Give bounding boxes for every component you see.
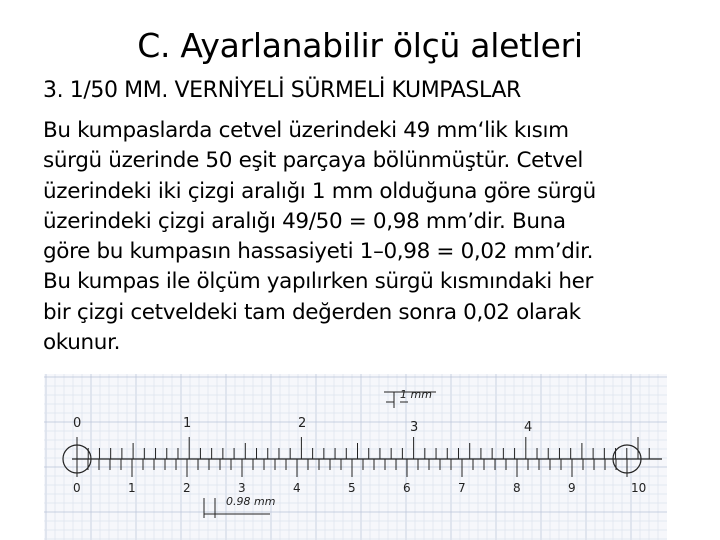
vernier-label: 8 — [513, 481, 521, 495]
body-line: sürgü üzerinde 50 eşit parçaya bölünmüştür. Cetvel — [43, 148, 583, 174]
vernier-label: 3 — [238, 481, 246, 495]
main-label-1: 1 — [183, 416, 192, 431]
vernier-label: 0 — [73, 481, 81, 495]
vernier-label: 4 — [293, 481, 301, 495]
body-paragraph — [43, 116, 693, 358]
top-annotation: 1 mm — [400, 388, 432, 401]
vernier-scale-figure — [44, 374, 667, 540]
ruler-group — [63, 388, 662, 518]
main-label-3: 3 — [410, 420, 419, 435]
body-line: üzerindeki iki çizgi aralığı 1 mm olduğuna göre sürgü — [43, 178, 596, 204]
body-line: okunur. — [43, 330, 121, 356]
main-label-4: 4 — [524, 420, 533, 435]
bottom-annotation: 0.98 mm — [226, 495, 276, 508]
vernier-label: 9 — [568, 481, 576, 495]
body-line: üzerindeki çizgi aralığı 49/50 = 0,98 mm’dir. Buna — [43, 208, 566, 234]
vernier-scale-drawing — [44, 374, 667, 540]
vernier-label: 6 — [403, 481, 411, 495]
vernier-scale-ticks — [77, 459, 627, 477]
body-line: Bu kumpas ile ölçüm yapılırken sürgü kısmındaki her — [43, 269, 593, 295]
graph-paper-grid — [44, 374, 667, 540]
vernier-label: 7 — [458, 481, 466, 495]
vernier-label: 10 — [631, 481, 647, 495]
slide-subtitle: 3. 1/50 MM. VERNİYELİ SÜRMELİ KUMPASLAR — [43, 78, 521, 103]
body-line: göre bu kumpasın hassasiyeti 1–0,98 = 0,02 mm’dir. — [43, 239, 594, 265]
vernier-labels — [73, 481, 646, 495]
slide-title: C. Ayarlanabilir ölçü aletleri — [137, 26, 583, 65]
main-label-2: 2 — [298, 416, 307, 431]
vernier-label: 2 — [183, 481, 191, 495]
vernier-label: 1 — [128, 481, 136, 495]
body-line: Bu kumpaslarda cetvel üzerindeki 49 mm‘lik kısım — [43, 118, 569, 143]
main-label-0: 0 — [73, 416, 82, 431]
body-line: bir çizgi cetveldeki tam değerden sonra 0,02 olarak — [43, 299, 581, 325]
vernier-label: 5 — [348, 481, 356, 495]
